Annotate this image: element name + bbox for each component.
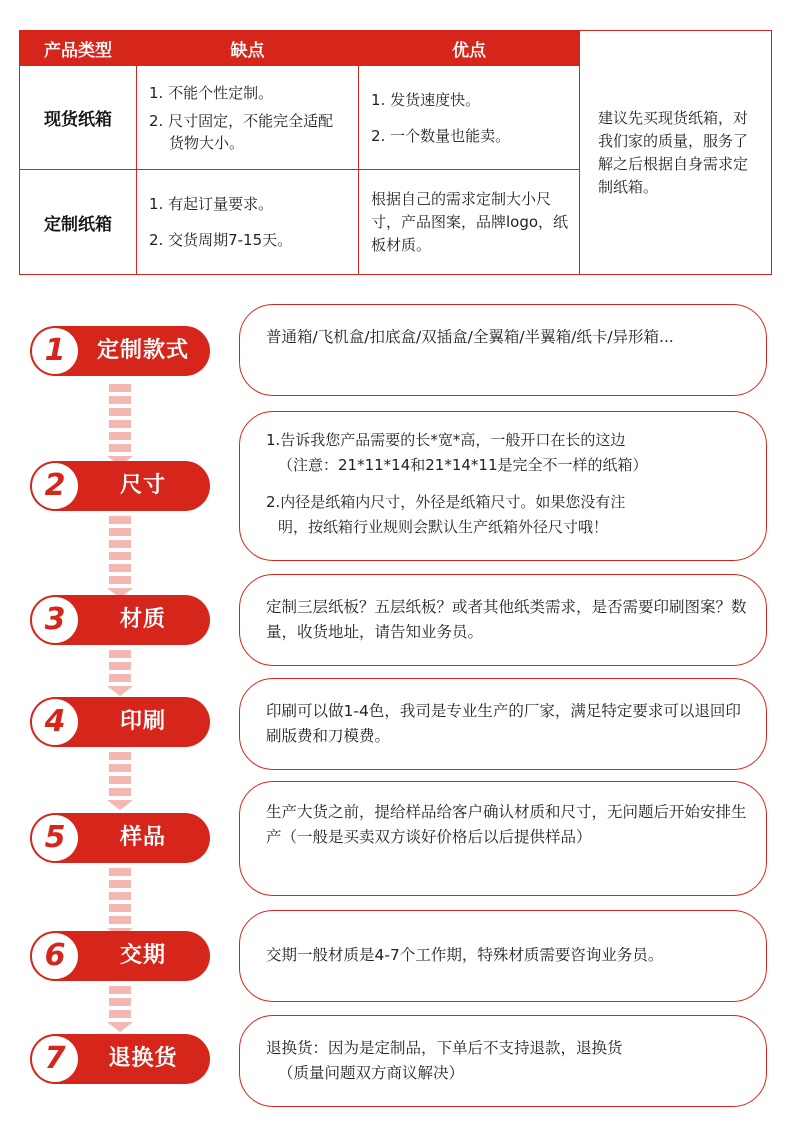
step-number: 4 (44, 704, 66, 739)
row-type-custom: 定制纸箱 (20, 170, 137, 275)
list-item: 2. 交货周期7-15天。 (149, 231, 293, 249)
table-header-row (20, 31, 772, 66)
step-label: 样品 (119, 825, 166, 850)
step-label: 交期 (119, 943, 166, 968)
header-product-type: 产品类型 (20, 31, 137, 66)
header-pros: 优点 (359, 31, 580, 66)
step-number: 5 (44, 820, 66, 855)
row-pros-custom (359, 170, 580, 275)
step-4-badge (30, 697, 210, 747)
comparison-table (19, 30, 772, 275)
description-text: 明，按纸箱行业规则会默认生产纸箱外径尺寸哦！ (278, 518, 609, 536)
step-label: 印刷 (119, 709, 166, 734)
description-text: 定制三层纸板？五层纸板？或者其他纸类需求，是否需要印刷图案？数量，收货地址，请告知业务员。 (266, 598, 747, 641)
list-item: 2. 尺寸固定，不能完全适配货物大小。 (149, 111, 334, 152)
step-3-badge (30, 595, 210, 645)
step-number: 7 (44, 1041, 66, 1076)
step-3-description (239, 574, 767, 666)
list-item: 2. 一个数量也能卖。 (371, 126, 511, 145)
description-text: 2.内径是纸箱内尺寸，外径是纸箱尺寸。如果您没有注 (266, 493, 626, 511)
row-type-stock: 现货纸箱 (20, 66, 137, 170)
step-label: 退换货 (108, 1046, 178, 1071)
list-item: 1. 不能个性定制。 (149, 83, 274, 102)
step-6-badge (30, 931, 210, 981)
description-text: （注意：21*11*14和21*14*11是完全不一样的纸箱） (278, 456, 648, 474)
step-7-badge (30, 1034, 210, 1084)
step-4-description (239, 678, 767, 770)
row-cons-custom (137, 170, 359, 275)
connector-arrow (109, 752, 131, 810)
description-text: 退换货：因为是定制品，下单后不支持退款，退换货 (266, 1039, 623, 1057)
step-1-description (239, 304, 767, 396)
step-7-description (239, 1015, 767, 1107)
row-cons-stock (137, 66, 359, 170)
step-6-description (239, 910, 767, 1002)
step-1-badge (30, 326, 210, 376)
step-2-description (239, 411, 767, 561)
step-5-description (239, 781, 767, 896)
step-2-badge (30, 461, 210, 511)
list-item: 1. 有起订量要求。 (149, 195, 274, 213)
step-5-badge (30, 813, 210, 863)
description-text: 普通箱/飞机盒/扣底盒/双插盒/全翼箱/半翼箱/纸卡/异形箱... (266, 328, 674, 346)
description-text: 交期一般材质是4-7个工作期，特殊材质需要咨询业务员。 (266, 946, 664, 964)
row-pros-stock (359, 66, 580, 170)
list-item: 根据自己的需求定制大小尺寸，产品图案，品牌logo，纸板材质。 (371, 189, 569, 254)
step-number: 1 (44, 333, 66, 368)
connector-arrow (109, 868, 131, 938)
description-text: 1.告诉我您产品需要的长*宽*高，一般开口在长的这边 (266, 431, 626, 449)
step-label: 尺寸 (119, 473, 166, 498)
step-label: 材质 (119, 607, 166, 632)
connector-arrow (109, 384, 131, 466)
description-text: 印刷可以做1-4色，我司是专业生产的厂家，满足特定要求可以退回印刷版费和刀模费。 (266, 702, 741, 745)
step-label: 定制款式 (96, 338, 189, 363)
connector-arrow (109, 650, 131, 696)
list-item: 1. 发货速度快。 (371, 90, 481, 109)
step-number: 6 (44, 938, 66, 973)
step-number: 2 (44, 468, 66, 503)
description-text: 生产大货之前，提给样品给客户确认材质和尺寸，无问题后开始安排生产（一般是买卖双方谈好价格后以后提供样品） (266, 803, 747, 846)
connector-arrow (109, 516, 131, 598)
advice-cell: 建议先买现货纸箱，对我们家的质量，服务了解之后根据自身需求定制纸箱。 (580, 31, 772, 275)
description-text: （质量问题双方商议解决） (278, 1064, 465, 1082)
header-cons: 缺点 (137, 31, 359, 66)
step-number: 3 (44, 602, 66, 637)
connector-arrow (109, 986, 131, 1032)
